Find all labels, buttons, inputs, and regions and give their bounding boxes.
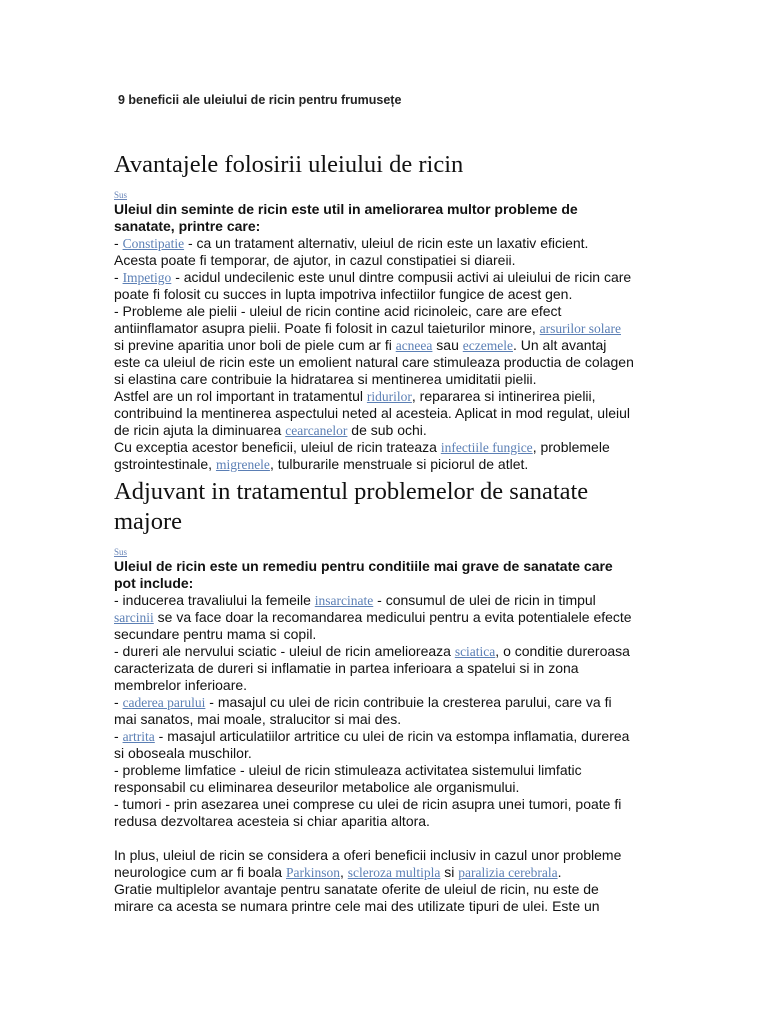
- paragraph: - probleme limfatice - uleiul de ricin stimuleaza activitatea sistemului limfatic responsabil cu eliminarea deseurilor metabolice ale organismului.: [114, 762, 582, 795]
- paragraph: - caderea parului - masajul cu ulei de ricin contribuie la cresterea parului, care va fi mai sanatos, mai moale, stralucitor si mai des.: [114, 694, 612, 727]
- paragraph: - Constipatie - ca un tratament alternativ, uleiul de ricin este un laxativ eficient. Acesta poate fi temporar, de ajutor, in cazul constipatiei si diareii.: [114, 235, 589, 268]
- section-lead: Uleiul din seminte de ricin este util in ameliorarea multor probleme de sanatate, printre care:: [114, 201, 578, 234]
- link-migrenele[interactable]: migrenele: [215, 457, 270, 472]
- link-infectiile-fungice[interactable]: infectiile fungice: [440, 440, 533, 455]
- section-lead: Uleiul de ricin este un remediu pentru conditiile mai grave de sanatate care pot include:: [114, 558, 613, 591]
- link-artrita[interactable]: artrita: [122, 729, 155, 744]
- section-heading: Adjuvant in tratamentul problemelor de sanatate majore: [114, 478, 589, 535]
- link-eczemele[interactable]: eczemele: [462, 338, 513, 353]
- link-insarcinate[interactable]: insarcinate: [314, 593, 374, 608]
- link-acneea[interactable]: acneea: [395, 338, 433, 353]
- paragraph: Cu exceptia acestor beneficii, uleiul de ricin trateaza infectiile fungice, problemele gstrointestinale, migrenele, tulburarile menstruale si piciorul de atlet.: [114, 439, 610, 472]
- section-adjuvant: [114, 477, 634, 915]
- back-to-top-link[interactable]: Sus: [114, 190, 128, 200]
- link-ridurilor[interactable]: ridurilor: [366, 389, 412, 404]
- section-avantaje: [114, 150, 634, 473]
- link-cearcanelor[interactable]: cearcanelor: [285, 423, 348, 438]
- link-sarcinii[interactable]: sarcinii: [114, 610, 154, 625]
- link-paralizia-cerebrala[interactable]: paralizia cerebrala: [458, 865, 558, 880]
- paragraph: - Probleme ale pielii - uleiul de ricin contine acid ricinoleic, care are efect antiinflamator asupra pielii. Poate fi folosit in cazul taieturilor minore, arsurilor solare si previne aparitia unor boli de piele cum ar fi acneea sau eczemele. Un alt avantaj este ca uleiul de ricin este un emolient natural care stimuleaza productia de colagen si elastina care contribuie la hidratarea si mentinerea umiditatii pielii.: [114, 303, 634, 387]
- document-title: 9 beneficii ale uleiului de ricin pentru frumusețe: [118, 93, 402, 107]
- link-parkinson[interactable]: Parkinson: [286, 865, 340, 880]
- paragraph: - artrita - masajul articulatiilor artritice cu ulei de ricin va estompa inflamatia, durerea si oboseala muschilor.: [114, 728, 630, 761]
- paragraph: - tumori - prin asezarea unei comprese cu ulei de ricin asupra unei tumori, poate fi redusa dezvoltarea acesteia si chiar aparitia altora.: [114, 796, 622, 829]
- link-impetigo[interactable]: Impetigo: [122, 270, 172, 285]
- spacer: [114, 830, 634, 847]
- paragraph: Gratie multiplelor avantaje pentru sanatate oferite de uleiul de ricin, nu este de mirare ca acesta se numara printre cele mai des utilizate tipuri de ulei. Este un: [114, 881, 600, 914]
- paragraph: - dureri ale nervului sciatic - uleiul de ricin amelioreaza sciatica, o conditie dureroasa caracterizata de dureri si inflamatie in partea inferioara a spatelui si in zona membrelor inferioare.: [114, 643, 630, 693]
- back-to-top-link[interactable]: Sus: [114, 547, 128, 557]
- link-constipatie[interactable]: Constipatie: [122, 236, 185, 251]
- section-heading: Avantajele folosirii uleiului de ricin: [114, 151, 464, 178]
- paragraph: Astfel are un rol important in tratamentul ridurilor, repararea si intinerirea pielii, contribuind la mentinerea aspectului neted al acesteia. Aplicat in mod regulat, uleiul de ricin ajuta la diminuarea cearcanelor de sub ochi.: [114, 388, 630, 438]
- paragraph: - inducerea travaliului la femeile insarcinate - consumul de ulei de ricin in timpul sarcinii se va face doar la recomandarea medicului pentru a evita potentialele efecte secundare pentru mama si copil.: [114, 592, 632, 642]
- paragraph: In plus, uleiul de ricin se considera a oferi beneficii inclusiv in cazul unor probleme neurologice cum ar fi boala Parkinson, scleroza multipla si paralizia cerebrala.: [114, 847, 622, 880]
- article-content: [114, 150, 634, 915]
- link-caderea-parului[interactable]: caderea parului: [122, 695, 206, 710]
- paragraph: - Impetigo - acidul undecilenic este unul dintre compusii activi ai uleiului de ricin care poate fi folosit cu succes in lupta impotriva infectiilor fungice de acest gen.: [114, 269, 632, 302]
- link-scleroza-multipla[interactable]: scleroza multipla: [347, 865, 441, 880]
- link-arsuri-solare[interactable]: arsurilor solare: [539, 321, 621, 336]
- link-sciatica[interactable]: sciatica: [454, 644, 496, 659]
